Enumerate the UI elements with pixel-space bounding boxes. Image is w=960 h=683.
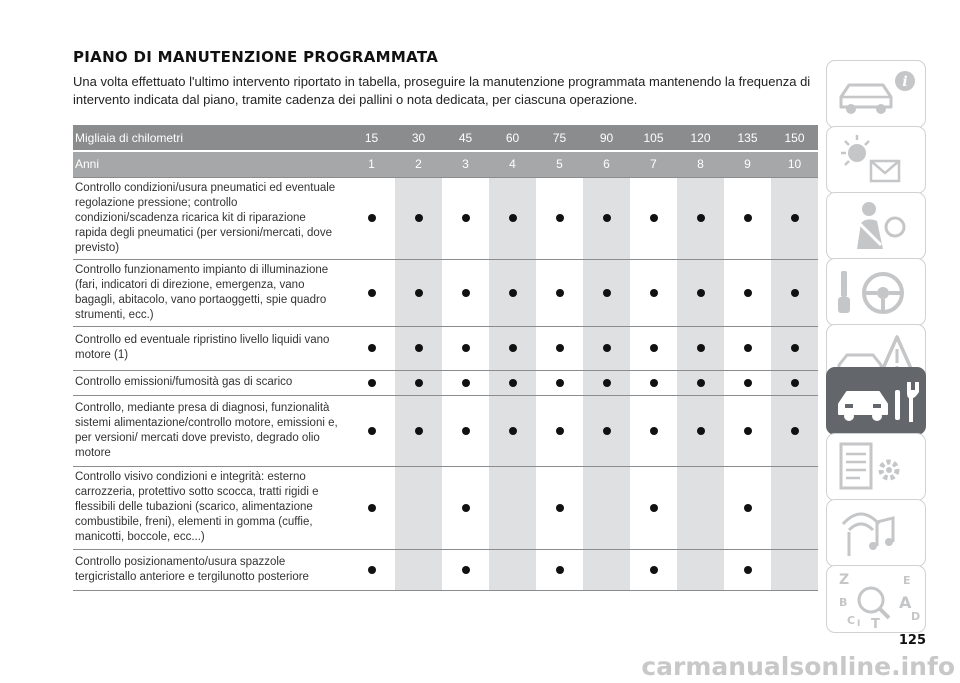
- check-dot: [556, 214, 564, 222]
- schedule-cell: [395, 326, 442, 370]
- check-dot: [462, 214, 470, 222]
- schedule-cell: [348, 326, 395, 370]
- schedule-cell: [348, 259, 395, 326]
- check-dot: [697, 379, 705, 387]
- schedule-cell: [442, 177, 489, 259]
- watermark: carmanualsonline.info: [641, 652, 955, 681]
- years-header-cell: 1: [348, 151, 395, 177]
- index-letter: A: [899, 593, 912, 612]
- years-header-cell: 8: [677, 151, 724, 177]
- check-dot: [650, 504, 658, 512]
- schedule-cell: [771, 259, 818, 326]
- check-dot: [415, 379, 423, 387]
- check-dot: [556, 427, 564, 435]
- schedule-cell: [395, 177, 442, 259]
- years-header-cell: 10: [771, 151, 818, 177]
- years-header-cell: 5: [536, 151, 583, 177]
- check-dot: [368, 214, 376, 222]
- check-dot: [650, 427, 658, 435]
- seatbelt-airbag-icon: [827, 193, 927, 261]
- schedule-cell: [442, 395, 489, 466]
- schedule-cell: [489, 549, 536, 590]
- km-header-cell: 105: [630, 125, 677, 151]
- km-header-row: [73, 125, 818, 151]
- check-dot: [462, 289, 470, 297]
- years-header-row: [73, 151, 818, 177]
- schedule-cell: [724, 259, 771, 326]
- check-dot: [462, 566, 470, 574]
- years-header-cell: 3: [442, 151, 489, 177]
- chapter-tab-warning-lights[interactable]: [826, 126, 926, 194]
- schedule-cell: [395, 466, 442, 549]
- schedule-cell: [536, 395, 583, 466]
- index-letter: T: [871, 617, 880, 632]
- check-dot: [509, 379, 517, 387]
- schedule-cell: [395, 259, 442, 326]
- schedule-cell: [536, 370, 583, 395]
- check-dot: [744, 427, 752, 435]
- km-header-label: Migliaia di chilometri: [73, 125, 348, 151]
- km-header-cell: 135: [724, 125, 771, 151]
- years-header-cell: 4: [489, 151, 536, 177]
- schedule-cell: [583, 177, 630, 259]
- schedule-cell: [630, 326, 677, 370]
- operation-description: Controllo, mediante presa di diagnosi, funzionalità sistemi alimentazione/controllo motore, emissioni e, per versioni/ mercati dove previsto, degrado olio motore: [73, 395, 348, 466]
- schedule-cell: [724, 549, 771, 590]
- schedule-cell: [583, 466, 630, 549]
- schedule-cell: [677, 326, 724, 370]
- schedule-cell: [771, 549, 818, 590]
- chapter-tab-safety[interactable]: [826, 192, 926, 260]
- check-dot: [556, 344, 564, 352]
- operation-description: Controllo ed eventuale ripristino livello liquidi vano motore (1): [73, 326, 348, 370]
- km-header-cell: 90: [583, 125, 630, 151]
- check-dot: [556, 379, 564, 387]
- schedule-cell: [536, 549, 583, 590]
- schedule-cell: [724, 370, 771, 395]
- km-header-cell: 30: [395, 125, 442, 151]
- schedule-cell: [677, 549, 724, 590]
- check-dot: [509, 214, 517, 222]
- km-header-cell: 45: [442, 125, 489, 151]
- schedule-cell: [724, 466, 771, 549]
- schedule-cell: [536, 177, 583, 259]
- schedule-cell: [583, 370, 630, 395]
- check-dot: [368, 289, 376, 297]
- schedule-cell: [771, 466, 818, 549]
- warning-lights-mail-icon: [827, 127, 927, 195]
- schedule-cell: [442, 259, 489, 326]
- check-dot: [744, 344, 752, 352]
- schedule-cell: [395, 549, 442, 590]
- check-dot: [415, 214, 423, 222]
- schedule-cell: [583, 395, 630, 466]
- schedule-cell: [677, 395, 724, 466]
- index-letter: I: [857, 619, 861, 629]
- table-row: [73, 549, 818, 590]
- schedule-cell: [630, 395, 677, 466]
- schedule-cell: [348, 177, 395, 259]
- svg-text:i: i: [902, 74, 908, 90]
- check-dot: [462, 504, 470, 512]
- schedule-cell: [489, 466, 536, 549]
- multimedia-music-icon: [827, 500, 927, 568]
- table-row: [73, 466, 818, 549]
- check-dot: [697, 214, 705, 222]
- schedule-cell: [489, 177, 536, 259]
- schedule-cell: [630, 466, 677, 549]
- schedule-cell: [630, 370, 677, 395]
- schedule-cell: [348, 395, 395, 466]
- schedule-cell: [583, 259, 630, 326]
- schedule-cell: [489, 326, 536, 370]
- years-header-cell: 2: [395, 151, 442, 177]
- schedule-cell: [583, 326, 630, 370]
- years-header-cell: 6: [583, 151, 630, 177]
- chapter-tab-maintenance[interactable]: [826, 367, 926, 435]
- schedule-cell: [724, 395, 771, 466]
- check-dot: [603, 379, 611, 387]
- km-header-cell: 75: [536, 125, 583, 151]
- schedule-cell: [442, 326, 489, 370]
- check-dot: [744, 379, 752, 387]
- check-dot: [556, 289, 564, 297]
- maintenance-schedule-table: [73, 125, 818, 591]
- index-letter: Z: [839, 572, 850, 588]
- operation-description: Controllo visivo condizioni e integrità: esterno carrozzeria, protettivo sotto scocca, tratti rigidi e flessibili delle tubazioni (scarico, alimentazione combustibile, freni), elementi in gomma (cuffie, manicotti, boccole, ecc...): [73, 466, 348, 549]
- schedule-cell: [489, 395, 536, 466]
- check-dot: [462, 379, 470, 387]
- check-dot: [650, 566, 658, 574]
- check-dot: [791, 214, 799, 222]
- km-header-cell: 15: [348, 125, 395, 151]
- schedule-cell: [395, 370, 442, 395]
- check-dot: [697, 427, 705, 435]
- table-row: [73, 259, 818, 326]
- check-dot: [556, 504, 564, 512]
- index-letter: D: [911, 610, 921, 623]
- check-dot: [368, 344, 376, 352]
- index-letter: E: [903, 574, 911, 587]
- alphabetical-index-icon: [827, 566, 927, 634]
- check-dot: [744, 566, 752, 574]
- operation-description: Controllo condizioni/usura pneumatici ed eventuale regolazione pressione; controllo condizioni/scadenza ricarica kit di riparazione rapida degli pneumatici (per versioni/mercati, dove previsto): [73, 177, 348, 259]
- schedule-cell: [677, 259, 724, 326]
- table-row: [73, 370, 818, 395]
- schedule-cell: [442, 370, 489, 395]
- index-letter: B: [839, 596, 848, 609]
- car-info-icon: [827, 61, 927, 129]
- check-dot: [556, 566, 564, 574]
- table-row: [73, 395, 818, 466]
- table-row: [73, 326, 818, 370]
- chapter-tab-index[interactable]: [826, 565, 926, 633]
- schedule-cell: [489, 259, 536, 326]
- check-dot: [603, 289, 611, 297]
- check-dot: [415, 289, 423, 297]
- years-header-cell: 9: [724, 151, 771, 177]
- schedule-cell: [536, 259, 583, 326]
- operation-description: Controllo posizionamento/usura spazzole tergicristallo anteriore e tergilunotto posteriore: [73, 549, 348, 590]
- schedule-cell: [536, 466, 583, 549]
- check-dot: [368, 379, 376, 387]
- check-dot: [650, 289, 658, 297]
- check-dot: [415, 427, 423, 435]
- check-dot: [509, 427, 517, 435]
- check-dot: [509, 344, 517, 352]
- schedule-cell: [348, 466, 395, 549]
- schedule-cell: [489, 370, 536, 395]
- check-dot: [603, 427, 611, 435]
- index-letter: C: [847, 614, 856, 627]
- chapter-tab-multimedia[interactable]: [826, 499, 926, 567]
- schedule-cell: [724, 177, 771, 259]
- schedule-cell: [395, 395, 442, 466]
- operation-description: Controllo emissioni/fumosità gas di scarico: [73, 370, 348, 395]
- check-dot: [744, 289, 752, 297]
- schedule-cell: [771, 326, 818, 370]
- check-dot: [650, 214, 658, 222]
- schedule-cell: [677, 370, 724, 395]
- schedule-cell: [630, 549, 677, 590]
- years-header-label: Anni: [73, 151, 348, 177]
- schedule-cell: [771, 395, 818, 466]
- key-steering-wheel-icon: [827, 259, 927, 327]
- check-dot: [509, 289, 517, 297]
- technical-data-gear-icon: [827, 434, 927, 502]
- check-dot: [650, 344, 658, 352]
- years-header-cell: 7: [630, 151, 677, 177]
- page-title: PIANO DI MANUTENZIONE PROGRAMMATA: [73, 48, 439, 66]
- check-dot: [368, 427, 376, 435]
- check-dot: [368, 504, 376, 512]
- check-dot: [650, 379, 658, 387]
- chapter-tab-starting-driving[interactable]: [826, 258, 926, 326]
- check-dot: [744, 214, 752, 222]
- check-dot: [603, 214, 611, 222]
- schedule-cell: [583, 549, 630, 590]
- schedule-cell: [442, 549, 489, 590]
- check-dot: [415, 344, 423, 352]
- check-dot: [744, 504, 752, 512]
- schedule-cell: [771, 370, 818, 395]
- km-header-cell: 150: [771, 125, 818, 151]
- schedule-cell: [536, 326, 583, 370]
- check-dot: [791, 344, 799, 352]
- schedule-cell: [677, 177, 724, 259]
- table-row: [73, 177, 818, 259]
- check-dot: [462, 344, 470, 352]
- schedule-cell: [630, 259, 677, 326]
- schedule-cell: [677, 466, 724, 549]
- schedule-cell: [348, 549, 395, 590]
- check-dot: [697, 289, 705, 297]
- check-dot: [603, 344, 611, 352]
- check-dot: [791, 427, 799, 435]
- intro-paragraph: Una volta effettuato l'ultimo intervento riportato in tabella, proseguire la manutenzione programmata mantenendo la frequenza di intervento indicata dal piano, tramite cadenza dei pallini o nota dedicata, per ciascuna operazione.: [73, 74, 811, 107]
- chapter-tab-technical-data[interactable]: [826, 433, 926, 501]
- check-dot: [697, 344, 705, 352]
- page-number: 125: [898, 633, 926, 648]
- schedule-body: [73, 177, 818, 590]
- car-wrench-icon: [827, 368, 927, 436]
- svg-text:ZEBACTDI: [839, 572, 920, 632]
- schedule-cell: [771, 177, 818, 259]
- schedule-cell: [348, 370, 395, 395]
- km-header-cell: 120: [677, 125, 724, 151]
- check-dot: [791, 379, 799, 387]
- check-dot: [791, 289, 799, 297]
- schedule-cell: [724, 326, 771, 370]
- schedule-cell: [630, 177, 677, 259]
- operation-description: Controllo funzionamento impianto di illuminazione (fari, indicatori di direzione, emergenza, vano bagagli, abitacolo, vano portaoggetti, spie quadro strumenti, ecc.): [73, 259, 348, 326]
- check-dot: [462, 427, 470, 435]
- km-header-cell: 60: [489, 125, 536, 151]
- schedule-cell: [442, 466, 489, 549]
- chapter-tab-vehicle-knowledge[interactable]: [826, 60, 926, 128]
- check-dot: [368, 566, 376, 574]
